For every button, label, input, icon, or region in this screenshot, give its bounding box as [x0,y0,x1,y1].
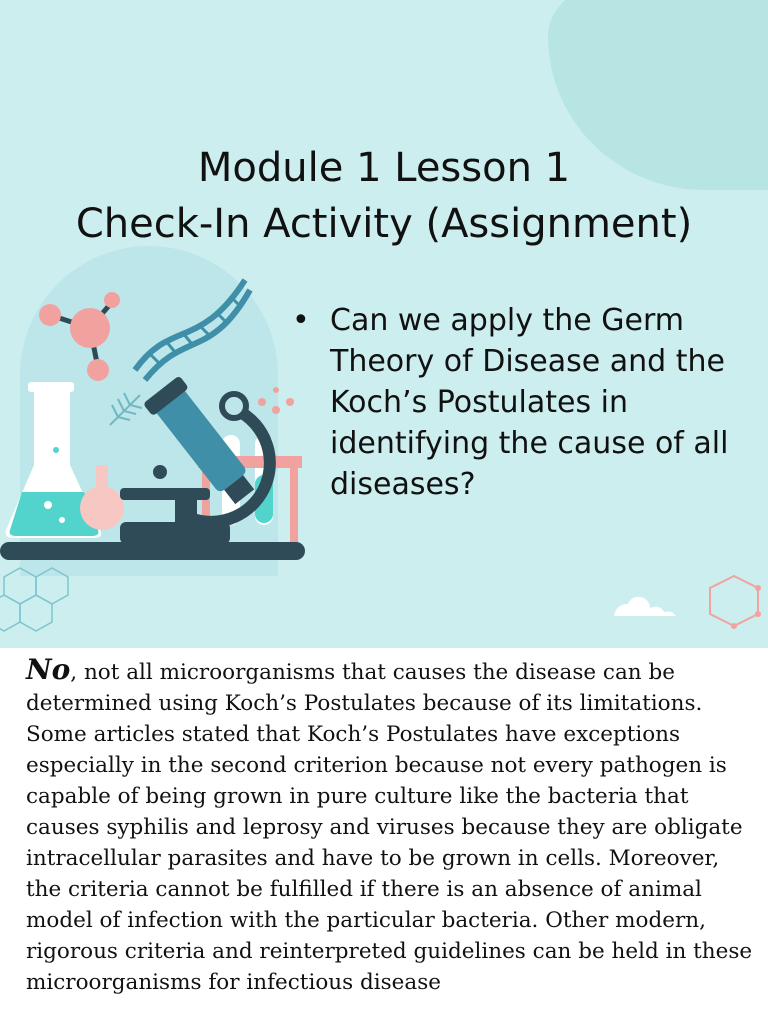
round-flask-icon [80,465,124,530]
dna-icon [135,280,250,380]
cloud-icon [610,594,680,618]
laboratory-illustration [0,260,310,570]
hexagon-pattern-icon [0,566,80,638]
leaf-icon [110,393,142,425]
hexagon-outline-icon [700,572,768,632]
answer-lead: No [26,653,71,686]
bullet-marker: • [292,303,310,338]
question-text: Can we apply the Germ Theory of Disease and the Koch’s Postulates in identifying the cause of all diseases? [330,303,729,502]
question-bullet [292,300,762,505]
page-title [0,140,768,252]
small-molecule-icon [258,387,294,414]
answer-text: , not all microorganisms that causes the disease can be determined using Koch’s Postulates because of its limitations. Some articles stated that Koch’s Postulates have exceptions especially in the second criterion because not every pathogen is capable of being grown in pure culture like the bacteria that causes syphilis and leprosy and viruses because they are obligate intracellular parasites and have to be grown in cells. Moreover, the criteria cannot be fulfilled if there is an absence of animal model of infection with the particular bacteria. Other modern, rigorous criteria and reinterpreted guidelines can be held in these microorganisms for infectious disease [26,660,753,995]
title-line-1: Module 1 Lesson 1 [197,145,571,191]
title-line-2: Check-In Activity (Assignment) [75,201,693,247]
molecule-icon [39,292,120,381]
answer-paragraph [26,654,756,998]
